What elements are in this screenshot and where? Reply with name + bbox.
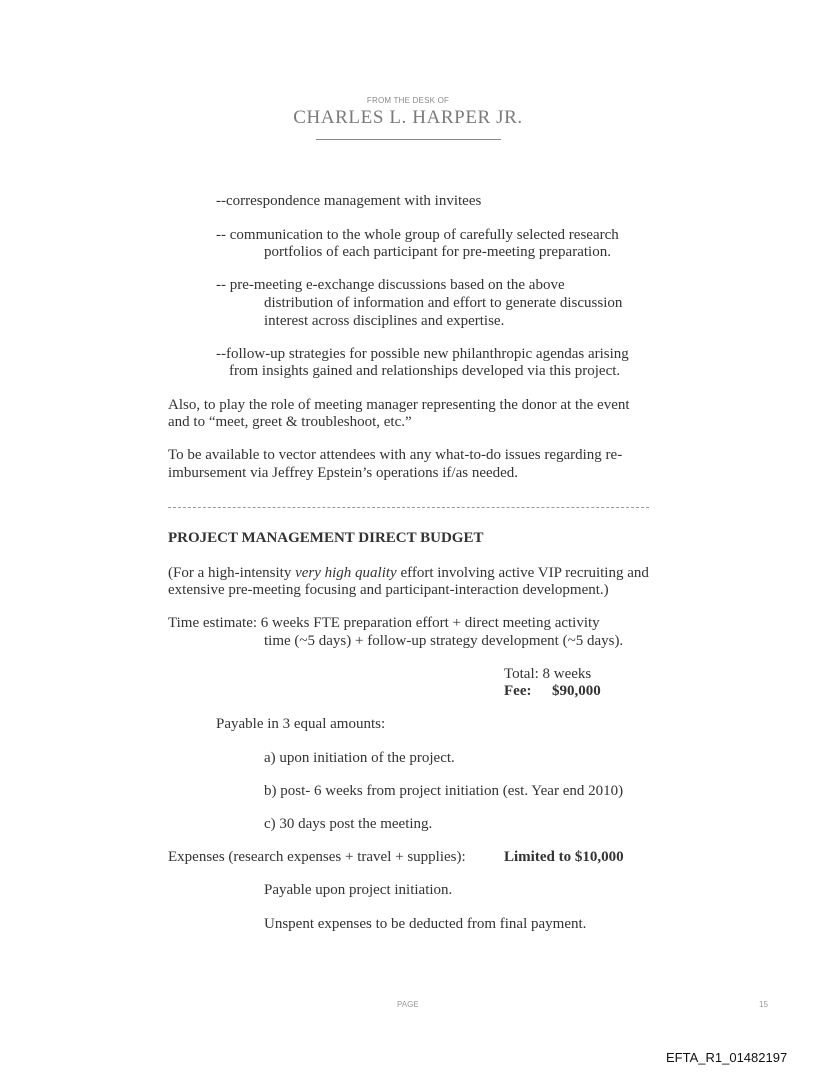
expenses-label: Expenses (research expenses + travel + supplies): [168,849,466,865]
budget-heading: PROJECT MANAGEMENT DIRECT BUDGET [168,530,484,546]
letterhead-name: CHARLES L. HARPER JR. [293,107,523,128]
payment-a: a) upon initiation of the project. [264,750,455,766]
bullet-communication-line1: -- communication to the whole group of carefully selected research [216,227,619,243]
footer-page-label: PAGE [397,1000,419,1009]
bullet-pre-meeting-line1: -- pre-meeting e-exchange discussions based on the above [216,277,565,293]
paragraph-available-line1: To be available to vector attendees with any what-to-do issues regarding re- [168,447,623,463]
time-estimate-line1: Time estimate: 6 weeks FTE preparation effort + direct meeting activity [168,615,600,631]
expenses-note-line1: Payable upon project initiation. [264,882,453,898]
expenses-value: Limited to $10,000 [504,849,624,865]
bullet-communication-line2: portfolios of each participant for pre-meeting preparation. [264,244,611,260]
paragraph-also-line1: Also, to play the role of meeting manager representing the donor at the event [168,397,630,413]
budget-intro-line2: extensive pre-meeting focusing and participant-interaction development.) [168,582,609,598]
footer-page-number: 15 [759,1000,768,1009]
budget-intro-emphasis: very high quality [295,565,397,581]
bullet-correspondence: --correspondence management with invitees [216,193,482,209]
budget-intro-post: effort involving active VIP recruiting and [396,565,649,581]
budget-intro-line1 [168,565,649,582]
time-estimate-line2: time (~5 days) + follow-up strategy development (~5 days). [264,633,624,649]
payment-b: b) post- 6 weeks from project initiation (est. Year end 2010) [264,783,624,799]
expenses-note-line2: Unspent expenses to be deducted from final payment. [264,916,587,932]
dashed-divider [168,507,649,508]
payment-c: c) 30 days post the meeting. [264,816,433,832]
letterhead-rule [316,139,501,140]
paragraph-available-line2: imbursement via Jeffrey Epstein’s operations if/as needed. [168,465,519,481]
bullet-follow-up-line2: from insights gained and relationships developed via this project. [229,363,621,379]
fee-label: Fee: [504,683,532,699]
bullet-pre-meeting-line3: interest across disciplines and expertise. [264,313,505,329]
payable-heading: Payable in 3 equal amounts: [216,716,386,732]
paragraph-also-line2: and to “meet, greet & troubleshoot, etc.” [168,414,412,430]
total-weeks: Total: 8 weeks [504,666,592,682]
budget-intro-pre: (For a high-intensity [168,565,296,581]
bullet-follow-up-line1: --follow-up strategies for possible new philanthropic agendas arising [216,346,629,362]
document-id: EFTA_R1_01482197 [666,1050,788,1065]
fee-value: $90,000 [552,683,601,699]
letterhead-from: FROM THE DESK OF [366,96,450,105]
bullet-pre-meeting-line2: distribution of information and effort to generate discussion [264,295,623,311]
